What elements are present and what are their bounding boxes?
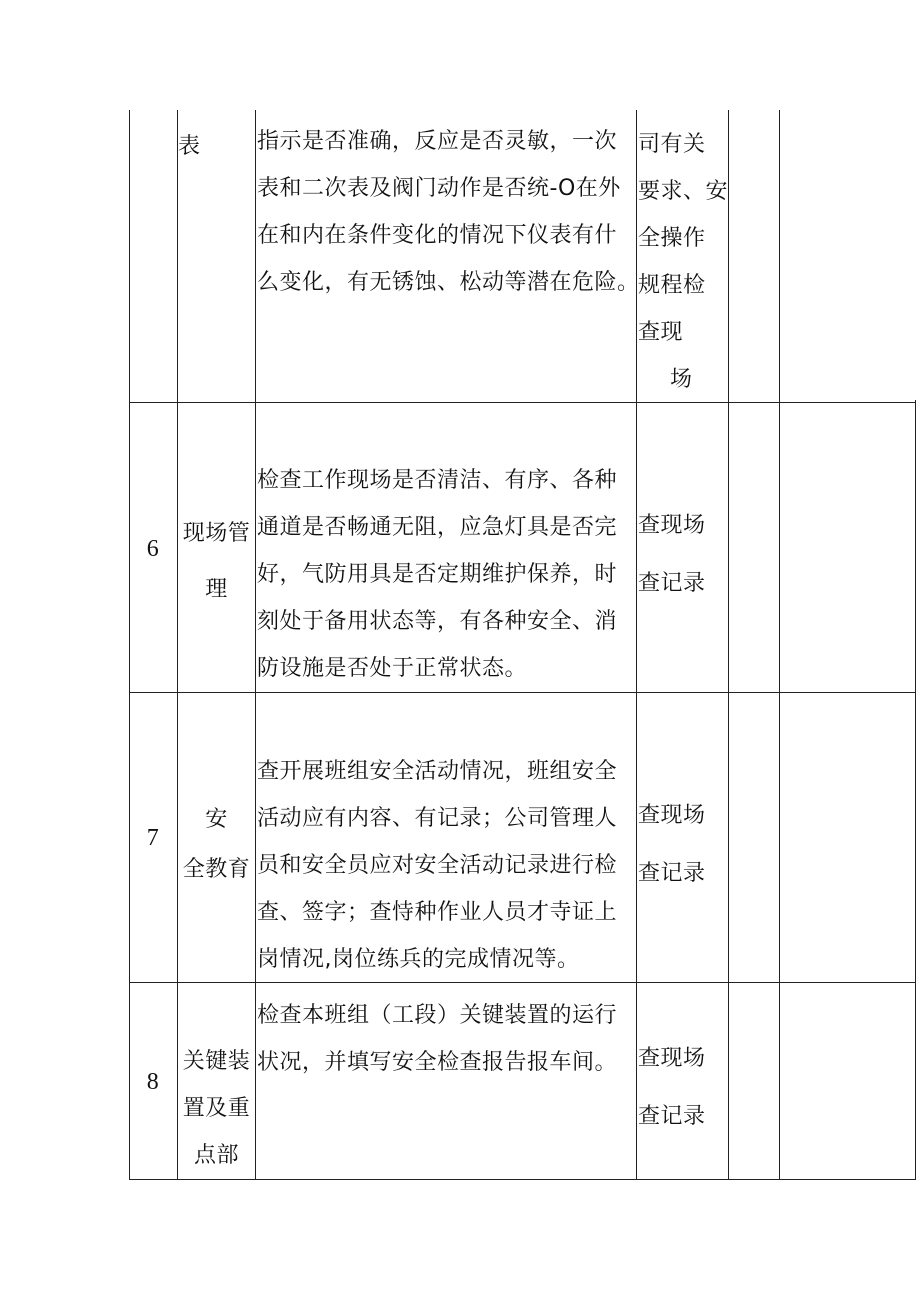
column-divider-result — [779, 110, 780, 1180]
item-text: 置及重 — [182, 1096, 251, 1121]
method-cell — [638, 121, 730, 403]
row-number — [129, 526, 177, 573]
content-text: 状况，并填写安全检查报告报车间。 — [257, 1050, 618, 1075]
content-cell — [257, 992, 637, 1086]
column-divider-item — [255, 110, 256, 1180]
item-cell — [178, 795, 255, 895]
table-border-left — [129, 110, 130, 1180]
method-cell — [638, 787, 730, 903]
item-text: 现场管 — [182, 521, 251, 546]
item-text: 全教育 — [182, 857, 251, 882]
item-text: 理 — [205, 577, 228, 602]
content-cell — [257, 457, 637, 692]
content-text: 岗情况,岗位练兵的完成情况等。 — [257, 947, 580, 972]
method-cell — [638, 497, 730, 613]
row-number-text: 8 — [146, 1069, 160, 1095]
method-text: 查记录 — [638, 1104, 706, 1129]
item-cell — [178, 506, 255, 618]
method-text: 要求、安 — [638, 179, 729, 204]
table-border-right — [915, 400, 916, 1180]
method-text: 规程检 — [638, 273, 706, 298]
content-cell — [257, 748, 637, 983]
column-divider-no — [177, 110, 178, 1180]
item-text: 安 — [205, 807, 228, 832]
item-text: 表 — [178, 134, 201, 159]
method-text: 全操作 — [638, 226, 706, 251]
content-text: 指示是否准确，反应是否灵敏，一次 — [257, 129, 618, 154]
content-text: 防设施是否处于正常状态。 — [257, 656, 528, 681]
method-text: 司有关 — [638, 132, 706, 157]
content-text: 通道是否畅通无阻，应急灯具是否完 — [257, 515, 618, 540]
row-number — [129, 815, 177, 862]
item-cell — [178, 1038, 255, 1179]
content-text: 活动应有内容、有记录；公司管理人 — [257, 806, 618, 831]
method-text: 查现场 — [638, 1046, 706, 1071]
item-text: 点部 — [193, 1143, 239, 1168]
row-number — [129, 1059, 177, 1106]
content-text: 检查本班组（工段）关键装置的运行 — [257, 1003, 618, 1028]
content-text: 查、签字；查恃种作业人员才寺证上 — [257, 900, 618, 925]
method-text: 查现场 — [638, 803, 706, 828]
row-number-text: 7 — [146, 825, 160, 851]
content-text: 么变化，有无锈蚀、松动等潜在危险。 — [257, 270, 640, 295]
method-cell — [638, 1030, 730, 1146]
table-border-bottom — [129, 1179, 916, 1180]
row-divider-2 — [129, 692, 916, 693]
content-text: 查开展班组安全活动情况，班组安全 — [257, 759, 618, 784]
row-number-text: 6 — [146, 536, 160, 562]
content-text: 表和二次表及阀门动作是否统-O在外 — [257, 176, 621, 201]
content-text: 好，气防用具是否定期维护保养，时 — [257, 562, 618, 587]
method-text: 查现 — [638, 320, 684, 345]
content-text: 在和内在条件变化的情况下仪表有什 — [257, 223, 618, 248]
method-text: 查记录 — [638, 861, 706, 886]
method-text: 场 — [670, 367, 693, 392]
row-divider-1 — [129, 402, 916, 403]
content-text: 检查工作现场是否清洁、有序、各种 — [257, 468, 618, 493]
method-text: 查记录 — [638, 571, 706, 596]
content-cell — [257, 118, 640, 306]
item-cell — [178, 123, 255, 170]
method-text: 查现场 — [638, 513, 706, 538]
content-text: 员和安全员应对安全活动记录进行检 — [257, 853, 618, 878]
item-text: 关键装 — [182, 1049, 251, 1074]
content-text: 刻处于备用状态等，有各种安全、消 — [257, 609, 618, 634]
